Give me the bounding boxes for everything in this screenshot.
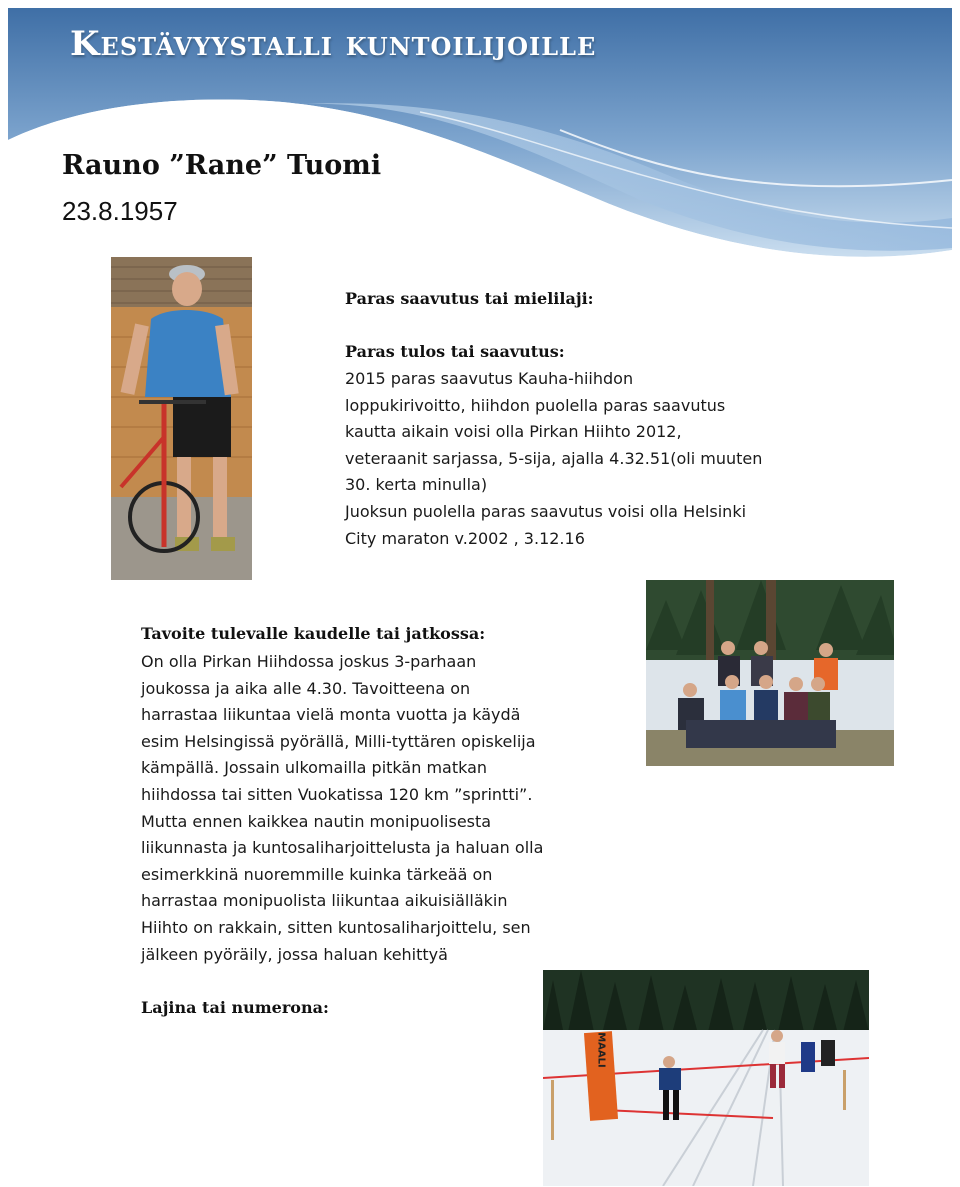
finish-sign-text: MAALI <box>595 1032 607 1068</box>
text-line: City maraton v.2002 , 3.12.16 <box>345 528 585 548</box>
text-line: joukossa ja aika alle 4.30. Tavoitteena on <box>141 678 471 698</box>
photo-ski-finish <box>543 970 869 1186</box>
text-line: kautta aikain voisi olla Pirkan Hiihto 2012, <box>345 422 682 442</box>
text-line: Hiihto on rakkain, sitten kuntosaliharjoittelu, sen <box>141 917 531 937</box>
goal-text <box>141 649 543 968</box>
goal-heading: Tavoite tulevalle kaudelle tai jatkossa: <box>141 624 486 643</box>
text-line: harrastaa monipuolista liikuntaa aikuisiälläkin <box>141 891 508 911</box>
photo-cyclist <box>111 257 252 580</box>
text-line: Mutta ennen kaikkea nautin monipuolisesta <box>141 811 492 831</box>
text-line: hiihdossa tai sitten Vuokatissa 120 km ”sprintti”. <box>141 784 533 804</box>
text-line: 30. kerta minulla) <box>345 475 488 495</box>
page-title: Kestävyystalli kuntoilijoille <box>70 24 597 64</box>
text-line: Juoksun puolella paras saavutus voisi olla Helsinki <box>345 501 747 521</box>
text-line: 2015 paras saavutus Kauha-hiihdon <box>345 369 634 388</box>
person-name: Rauno ”Rane” Tuomi <box>62 150 382 181</box>
text-line: kämpällä. Jossain ulkomailla pitkän matkan <box>141 758 488 778</box>
favorite-heading: Paras saavutus tai mielilaji: <box>345 289 594 308</box>
best-result-text <box>345 366 762 552</box>
text-line: esim Helsingissä pyörällä, Milli-tyttären opiskelija <box>141 731 536 751</box>
text-line: loppukirivoitto, hiihdon puolella paras saavutus <box>345 395 726 415</box>
photo-group <box>646 580 894 766</box>
text-line: On olla Pirkan Hiihdossa joskus 3-parhaan <box>141 652 477 671</box>
text-line: veteraanit sarjassa, 5-sija, ajalla 4.32.51(oli muuten <box>345 448 763 468</box>
text-line: esimerkkinä nuoremmille kuinka tärkeää on <box>141 864 493 884</box>
text-line: harrastaa liikuntaa vielä monta vuotta ja käydä <box>141 705 521 725</box>
text-line: jälkeen pyöräily, jossa haluan kehittyä <box>141 944 448 964</box>
text-line: liikunnasta ja kuntosaliharjoittelusta ja haluan olla <box>141 838 544 858</box>
birthdate: 23.8.1957 <box>62 196 178 226</box>
best-result-heading: Paras tulos tai saavutus: <box>345 342 565 361</box>
sport-heading: Lajina tai numerona: <box>141 998 329 1017</box>
